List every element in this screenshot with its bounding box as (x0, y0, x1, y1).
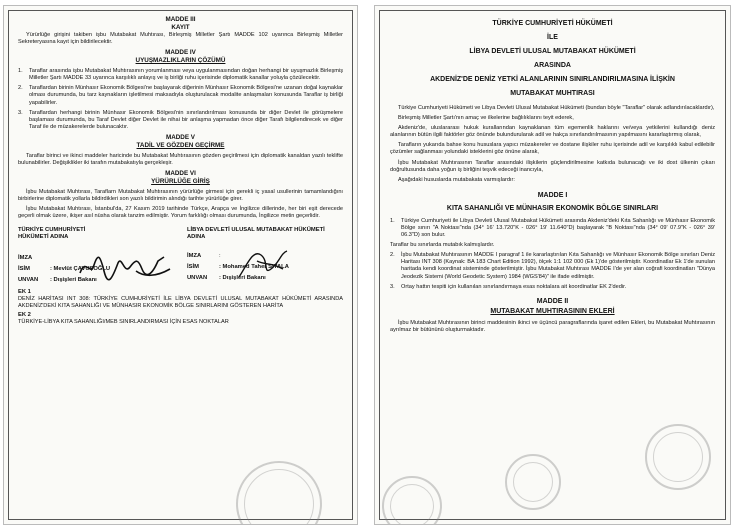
preamble-para: Birleşmiş Milletler Şartı'nın amaç ve ilkelerine bağlılıklarını teyit ederek, (398, 115, 574, 122)
madde-i-subtitle: KITA SAHANLIĞI VE MÜNHASIR EKONOMİK BÖLGE SINIRLARI (446, 204, 659, 212)
document-page-left (3, 5, 358, 525)
seal-stamp (645, 424, 711, 490)
madde-iii-subtitle: KAYIT (171, 24, 190, 31)
ek1-text: DENİZ HARİTASI INT 308: TÜRKİYE CUMHURİYETİ İLE LİBYA DEVLETİ ULUSAL MUTABAKAT HÜKÜMETİ ARASINDA AKDENİZ'DEKİ KITA SAHANLIĞI VE MÜNHASIR EKONOMİK BÖLGE SINIRLARINI GÖSTEREN HARİTA (18, 295, 343, 309)
madde-i-item: 2. İşbu Mutabakat Muhtırasının MADDE I paragraf 1 ile kararlaştırılan Kıta Sahanlığı ve Münhasır Ekonomik Bölge sınırları Deniz Haritası INT 308 (Kaynak: BA 183 Chart Edition 1992), ölçek 1:1 102 000 (Ek 1)'de gösterilmiştir. Koordinatlar Ek 1'de sunulan haritada kendi koordinat sisteminde gösterilmiştir. İşbu Mutabakat Muhtırası MADDE I'de yer alan coğrafi koordinatları "Dünya Jeodezik Sistemi (World Geodetic System) 1984 (WGS'84)" ile ifade edilmiştir. (390, 252, 715, 280)
madde-vi-para: İşbu Mutabakat Muhtırası, Taraflarn Mutabakat Muhtırasının yürürlüğe girmesi için gerekli iç yasal usullerinin tamamlandığını birbirlerine diplomatik yollarla bildirdikleri son yazılı bildirimin alındığı tarihte yürürlüğe girer. (18, 189, 343, 203)
header-line: İLE (547, 34, 558, 41)
madde-i-item: 1. Türkiye Cumhuriyeti ile Libya Devleti Ulusal Mutabakat Hükümeti arasında Akdeniz'deki Kıta Sahanlığı ve Münhasır Ekonomik Bölge sınırı "A Noktası"nda (34° 16' 13.720"K - 026° 19' 11.640"D) başlayarak "B Noktası"nda (34° 09' 07.9"K - 026° 39' 06.3"D) son bulur. (390, 217, 715, 239)
signature-turkey: TÜRKİYE CUMHURİYETİ HÜKÜMETİ ADINA İMZA İSİM : Mevlüt ÇAVUŞOĞLU UNVAN : Dışişleri Bakanı (18, 227, 174, 284)
header-line: LİBYA DEVLETİ ULUSAL MUTABAKAT HÜKÜMETİ (469, 48, 636, 55)
madde-ii-title: MADDE II (536, 297, 569, 305)
page-frame (8, 10, 353, 520)
madde-i-title: MADDE I (537, 191, 568, 199)
madde-iv-subtitle: UYUŞMAZLIKLARIN ÇÖZÜMÜ (135, 57, 226, 65)
header-line: MUTABAKAT MUHTIRASI (510, 90, 595, 97)
madde-vi-title: MADDE VI (165, 170, 196, 178)
signature-siyala (233, 247, 293, 281)
madde-v-title: MADDE V (165, 133, 196, 141)
madde-i-item: 3. Ortay hattın tespiti için kullanılan sınırlandırmaya esas noktalara ait koordinatlar EK 2'dedir. (390, 283, 627, 290)
madde-iv-item: 1. Taraflar arasında işbu Mutabakat Muhtırasının yorumlanması veya uygulanmasından doğan herhangi bir uyuşmazlık Birleşmiş Milletler Şartı MADDE 33 uyarınca karşılıklı anlayış ve iş birliği ruhu içerisinde diplomatik kanallar yoluyla çözülecektir. (18, 68, 343, 82)
madde-iv-title: MADDE IV (165, 49, 196, 57)
signature-libya: LİBYA DEVLETİ ULUSAL MUTABAKAT HÜKÜMETİ ADINA İMZA : İSİM : Mohamed Taher SIYALA UNVAN : Dışişleri Bakanı (187, 227, 343, 284)
ek2-title: EK 2 (18, 311, 31, 318)
madde-vi-subtitle: YÜRÜRLÜĞE GİRİŞ (151, 178, 210, 186)
madde-iv-item: 3. Taraflardan herhangi birinin Münhasır Ekonomik Bölgesi'nin sınırlandırılması konusunda bir diğer Devlet ile görüşmelere başlaması durumunda, bu Taraf Devlet diğer Devlet ile nihai bir anlaşma yapmadan önce diğer Tarafı bilgilendirecek ve diğer Taraf ile de müzakerelerde bulunacaktır. (18, 109, 343, 130)
signature-block (18, 227, 343, 284)
madde-ii-text: İşbu Mutabakat Muhtırasının birinci maddesinin ikinci ve üçüncü paragraflarında işaret edilen Ekleri, bu Mutabakat Muhtırasının ayrılmaz bir bütününü oluşturmaktadır. (390, 319, 715, 333)
preamble-para: Tarafların yukarıda bahse konu hususlara yapıcı müzakereler ve dostane ilişkiler ruhu içerisinde adil ve karşılıklı kabul edilebilir çözümler sağlanması yolundaki isteklerini göz önüne alarak, (390, 142, 715, 156)
madde-v-text: Taraflar birinci ve ikinci maddeler haricinde bu Mutabakat Muhtırasının gözden geçirilmesi için diplomatik kanaldan yazılı teklifte bulunabilirler. Değişiklikler iki tarafın mutabakatıyla gerçekleşir. (18, 152, 343, 167)
madde-iv-item: 2. Taraflardan birinin Münhasır Ekonomik Bölgesi'ne başlayarak diğerinin Münhasır Ekonomik Bölgesi'ne uzanan doğal kaynaklar olması durumunda, bu tarz kaynakların işletilmesi maksadıyla oluşturulacak modalite anlaşmaları konusunda Taraflar iş birliği yapabilirler. (18, 85, 343, 106)
madde-vi-para: İşbu Mutabakat Muhtırası, İstanbul'da, 27 Kasım 2019 tarihinde Türkçe, Arapça ve İngilizce dillerinde, her biri eşit derecede geçerli olmak üzere, ikişer asıl nüsha olarak tanzim edilmiştir. Yorum farklılığı olması durumunda, İngilizce metin geçerlidir. (18, 206, 343, 220)
madde-iii-text: Yürürlüğe girişini takiben işbu Mutabakat Muhtırası, Birleşmiş Milletler Şartı MADDE 102 uyarınca Birleşmiş Milletler Sekreteryasına kayıt için bildirilecektir. (18, 32, 343, 46)
preamble-para: İşbu Mutabakat Muhtırasının Taraflar arasındaki ilişkilerin güçlendirilmesine katkıda bulunacağı ve iki dost ülkenin çıkarı doğrultusunda daha yoğun iş birliğini teşvik edeceği inancıyla, (390, 159, 715, 173)
libya-org: LİBYA DEVLETİ ULUSAL MUTABAKAT HÜKÜMETİ ADINA (187, 226, 325, 240)
preamble-para: Aşağıdaki hususlarda mutabakata varmışlardır: (398, 176, 515, 183)
signature-cavusoglu (78, 253, 173, 281)
seal-stamp (505, 454, 561, 510)
ek1-title: EK 1 (18, 288, 31, 295)
preamble-para: Türkiye Cumhuriyeti Hükümeti ve Libya Devleti Ulusal Mutabakat Hükümeti (bundan böyle "Taraflar" olarak adlandırılacaklardır), (398, 105, 715, 111)
header-line: AKDENİZ'DE DENİZ YETKİ ALANLARININ SINIRLANDIRILMASINA İLİŞKİN (430, 76, 675, 83)
madde-v-subtitle: TADİL VE GÖZDEN GEÇİRME (136, 141, 225, 149)
turkey-org: TÜRKİYE CUMHURİYETİ HÜKÜMETİ ADINA (18, 226, 86, 240)
header-line: TÜRKİYE CUMHURİYETİ HÜKÜMETİ (492, 20, 613, 27)
madde-iii-title: MADDE III (165, 16, 196, 23)
madde-i-item: Taraflar bu sınırlarda mutabık kalmışlardır. (390, 242, 495, 249)
madde-ii-subtitle: MUTABAKAT MUHTIRASININ EKLERİ (490, 307, 615, 315)
preamble-para: Akdeniz'de, uluslararası hukuk kurallarından kaynaklanan tüm egemenlik haklarını ve/veya yetkilerini kullandığı deniz alanlarının bütün ilgili faktörler göz önünde bulundurularak adil ve hakça sınırlandırılmasının yapılmasını kararlaştırmış olarak, (390, 125, 715, 139)
header-line: ARASINDA (534, 62, 571, 69)
ek2-text: TÜRKİYE-LİBYA KITA SAHANLIĞI/MEB SINIRLANDIRMASI İÇİN ESAS NOKTALAR (18, 319, 229, 326)
document-page-right (374, 5, 731, 525)
